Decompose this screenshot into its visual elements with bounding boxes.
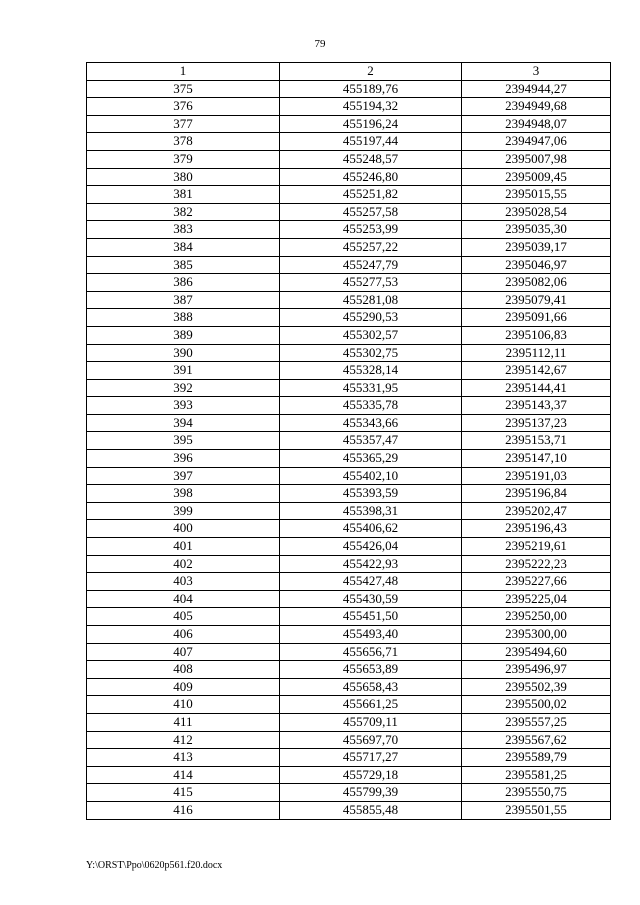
table-row — [87, 801, 611, 819]
point-number-cell: 397 — [87, 467, 280, 485]
point-number-cell: 388 — [87, 309, 280, 327]
y-coordinate-cell: 2395091,66 — [462, 309, 611, 327]
y-coordinate-cell: 2395225,04 — [462, 590, 611, 608]
y-coordinate-cell: 2395250,00 — [462, 608, 611, 626]
table-row — [87, 538, 611, 556]
y-coordinate-cell: 2395147,10 — [462, 450, 611, 468]
table-row — [87, 186, 611, 204]
x-coordinate-cell: 455246,80 — [280, 168, 462, 186]
table-row — [87, 502, 611, 520]
table-row — [87, 326, 611, 344]
x-coordinate-cell: 455393,59 — [280, 485, 462, 503]
x-coordinate-cell: 455328,14 — [280, 362, 462, 380]
point-number-cell: 381 — [87, 186, 280, 204]
table-row — [87, 168, 611, 186]
point-number-cell: 407 — [87, 643, 280, 661]
y-coordinate-cell: 2395106,83 — [462, 326, 611, 344]
table-row — [87, 731, 611, 749]
x-coordinate-cell: 455365,29 — [280, 450, 462, 468]
column-header-1: 1 — [87, 63, 280, 81]
point-number-cell: 398 — [87, 485, 280, 503]
table-row — [87, 749, 611, 767]
point-number-cell: 376 — [87, 98, 280, 116]
table-row — [87, 274, 611, 292]
point-number-cell: 400 — [87, 520, 280, 538]
table-row — [87, 608, 611, 626]
table-row — [87, 678, 611, 696]
y-coordinate-cell: 2395015,55 — [462, 186, 611, 204]
point-number-cell: 390 — [87, 344, 280, 362]
x-coordinate-cell: 455196,24 — [280, 115, 462, 133]
table-row — [87, 626, 611, 644]
point-number-cell: 380 — [87, 168, 280, 186]
point-number-cell: 402 — [87, 555, 280, 573]
table-row — [87, 520, 611, 538]
point-number-cell: 406 — [87, 626, 280, 644]
y-coordinate-cell: 2395009,45 — [462, 168, 611, 186]
table-row — [87, 555, 611, 573]
table-row — [87, 766, 611, 784]
y-coordinate-cell: 2395112,11 — [462, 344, 611, 362]
point-number-cell: 401 — [87, 538, 280, 556]
table-row — [87, 133, 611, 151]
point-number-cell: 385 — [87, 256, 280, 274]
point-number-cell: 377 — [87, 115, 280, 133]
x-coordinate-cell: 455661,25 — [280, 696, 462, 714]
point-number-cell: 396 — [87, 450, 280, 468]
table-row — [87, 590, 611, 608]
y-coordinate-cell: 2394947,06 — [462, 133, 611, 151]
x-coordinate-cell: 455402,10 — [280, 467, 462, 485]
x-coordinate-cell: 455335,78 — [280, 397, 462, 415]
y-coordinate-cell: 2395196,43 — [462, 520, 611, 538]
column-header-2: 2 — [280, 63, 462, 81]
y-coordinate-cell: 2395222,23 — [462, 555, 611, 573]
point-number-cell: 392 — [87, 379, 280, 397]
y-coordinate-cell: 2395550,75 — [462, 784, 611, 802]
point-number-cell: 404 — [87, 590, 280, 608]
y-coordinate-cell: 2394949,68 — [462, 98, 611, 116]
x-coordinate-cell: 455427,48 — [280, 573, 462, 591]
x-coordinate-cell: 455697,70 — [280, 731, 462, 749]
y-coordinate-cell: 2395153,71 — [462, 432, 611, 450]
point-number-cell: 375 — [87, 80, 280, 98]
x-coordinate-cell: 455257,22 — [280, 238, 462, 256]
table-row — [87, 309, 611, 327]
x-coordinate-cell: 455709,11 — [280, 713, 462, 731]
x-coordinate-cell: 455451,50 — [280, 608, 462, 626]
table-row — [87, 115, 611, 133]
x-coordinate-cell: 455247,79 — [280, 256, 462, 274]
point-number-cell: 391 — [87, 362, 280, 380]
table-row — [87, 256, 611, 274]
table-row — [87, 291, 611, 309]
table-row — [87, 344, 611, 362]
table-row — [87, 414, 611, 432]
coordinates-table — [86, 62, 611, 820]
point-number-cell: 410 — [87, 696, 280, 714]
y-coordinate-cell: 2395494,60 — [462, 643, 611, 661]
x-coordinate-cell: 455357,47 — [280, 432, 462, 450]
table-row — [87, 362, 611, 380]
point-number-cell: 379 — [87, 150, 280, 168]
x-coordinate-cell: 455248,57 — [280, 150, 462, 168]
x-coordinate-cell: 455331,95 — [280, 379, 462, 397]
point-number-cell: 405 — [87, 608, 280, 626]
x-coordinate-cell: 455653,89 — [280, 661, 462, 679]
point-number-cell: 403 — [87, 573, 280, 591]
y-coordinate-cell: 2395143,37 — [462, 397, 611, 415]
table-row — [87, 485, 611, 503]
point-number-cell: 413 — [87, 749, 280, 767]
y-coordinate-cell: 2395496,97 — [462, 661, 611, 679]
table-row — [87, 784, 611, 802]
x-coordinate-cell: 455290,53 — [280, 309, 462, 327]
table-row — [87, 661, 611, 679]
y-coordinate-cell: 2395046,97 — [462, 256, 611, 274]
x-coordinate-cell: 455729,18 — [280, 766, 462, 784]
point-number-cell: 408 — [87, 661, 280, 679]
x-coordinate-cell: 455302,57 — [280, 326, 462, 344]
x-coordinate-cell: 455197,44 — [280, 133, 462, 151]
y-coordinate-cell: 2395144,41 — [462, 379, 611, 397]
table-row — [87, 221, 611, 239]
point-number-cell: 383 — [87, 221, 280, 239]
x-coordinate-cell: 455493,40 — [280, 626, 462, 644]
x-coordinate-cell: 455422,93 — [280, 555, 462, 573]
y-coordinate-cell: 2395202,47 — [462, 502, 611, 520]
y-coordinate-cell: 2395039,17 — [462, 238, 611, 256]
table-header-row — [87, 63, 611, 81]
y-coordinate-cell: 2395581,25 — [462, 766, 611, 784]
point-number-cell: 394 — [87, 414, 280, 432]
point-number-cell: 414 — [87, 766, 280, 784]
y-coordinate-cell: 2395557,25 — [462, 713, 611, 731]
y-coordinate-cell: 2395589,79 — [462, 749, 611, 767]
point-number-cell: 416 — [87, 801, 280, 819]
x-coordinate-cell: 455717,27 — [280, 749, 462, 767]
y-coordinate-cell: 2395500,02 — [462, 696, 611, 714]
x-coordinate-cell: 455343,66 — [280, 414, 462, 432]
table-row — [87, 98, 611, 116]
point-number-cell: 409 — [87, 678, 280, 696]
x-coordinate-cell: 455855,48 — [280, 801, 462, 819]
y-coordinate-cell: 2395035,30 — [462, 221, 611, 239]
table-row — [87, 397, 611, 415]
x-coordinate-cell: 455194,32 — [280, 98, 462, 116]
point-number-cell: 384 — [87, 238, 280, 256]
point-number-cell: 393 — [87, 397, 280, 415]
y-coordinate-cell: 2395082,06 — [462, 274, 611, 292]
point-number-cell: 387 — [87, 291, 280, 309]
table-body — [87, 80, 611, 819]
y-coordinate-cell: 2395501,55 — [462, 801, 611, 819]
y-coordinate-cell: 2395219,61 — [462, 538, 611, 556]
point-number-cell: 389 — [87, 326, 280, 344]
x-coordinate-cell: 455253,99 — [280, 221, 462, 239]
x-coordinate-cell: 455189,76 — [280, 80, 462, 98]
point-number-cell: 378 — [87, 133, 280, 151]
table-row — [87, 238, 611, 256]
y-coordinate-cell: 2395137,23 — [462, 414, 611, 432]
column-header-3: 3 — [462, 63, 611, 81]
y-coordinate-cell: 2395191,03 — [462, 467, 611, 485]
point-number-cell: 411 — [87, 713, 280, 731]
x-coordinate-cell: 455302,75 — [280, 344, 462, 362]
table-row — [87, 150, 611, 168]
y-coordinate-cell: 2395227,66 — [462, 573, 611, 591]
y-coordinate-cell: 2395567,62 — [462, 731, 611, 749]
x-coordinate-cell: 455658,43 — [280, 678, 462, 696]
table-row — [87, 379, 611, 397]
footer-file-path: Y:\ORST\Ppo\0620p561.f20.docx — [86, 860, 223, 871]
y-coordinate-cell: 2395142,67 — [462, 362, 611, 380]
table-row — [87, 203, 611, 221]
x-coordinate-cell: 455406,62 — [280, 520, 462, 538]
point-number-cell: 382 — [87, 203, 280, 221]
y-coordinate-cell: 2395196,84 — [462, 485, 611, 503]
x-coordinate-cell: 455277,53 — [280, 274, 462, 292]
table-row — [87, 643, 611, 661]
table-row — [87, 432, 611, 450]
point-number-cell: 386 — [87, 274, 280, 292]
page-number: 79 — [314, 38, 326, 50]
point-number-cell: 412 — [87, 731, 280, 749]
table-row — [87, 696, 611, 714]
table-row — [87, 450, 611, 468]
x-coordinate-cell: 455257,58 — [280, 203, 462, 221]
x-coordinate-cell: 455281,08 — [280, 291, 462, 309]
x-coordinate-cell: 455426,04 — [280, 538, 462, 556]
point-number-cell: 415 — [87, 784, 280, 802]
x-coordinate-cell: 455799,39 — [280, 784, 462, 802]
point-number-cell: 399 — [87, 502, 280, 520]
y-coordinate-cell: 2395079,41 — [462, 291, 611, 309]
y-coordinate-cell: 2395007,98 — [462, 150, 611, 168]
x-coordinate-cell: 455430,59 — [280, 590, 462, 608]
y-coordinate-cell: 2395028,54 — [462, 203, 611, 221]
point-number-cell: 395 — [87, 432, 280, 450]
table-row — [87, 713, 611, 731]
table-row — [87, 80, 611, 98]
x-coordinate-cell: 455251,82 — [280, 186, 462, 204]
y-coordinate-cell: 2394944,27 — [462, 80, 611, 98]
y-coordinate-cell: 2394948,07 — [462, 115, 611, 133]
x-coordinate-cell: 455656,71 — [280, 643, 462, 661]
y-coordinate-cell: 2395502,39 — [462, 678, 611, 696]
y-coordinate-cell: 2395300,00 — [462, 626, 611, 644]
table-row — [87, 573, 611, 591]
x-coordinate-cell: 455398,31 — [280, 502, 462, 520]
table-row — [87, 467, 611, 485]
